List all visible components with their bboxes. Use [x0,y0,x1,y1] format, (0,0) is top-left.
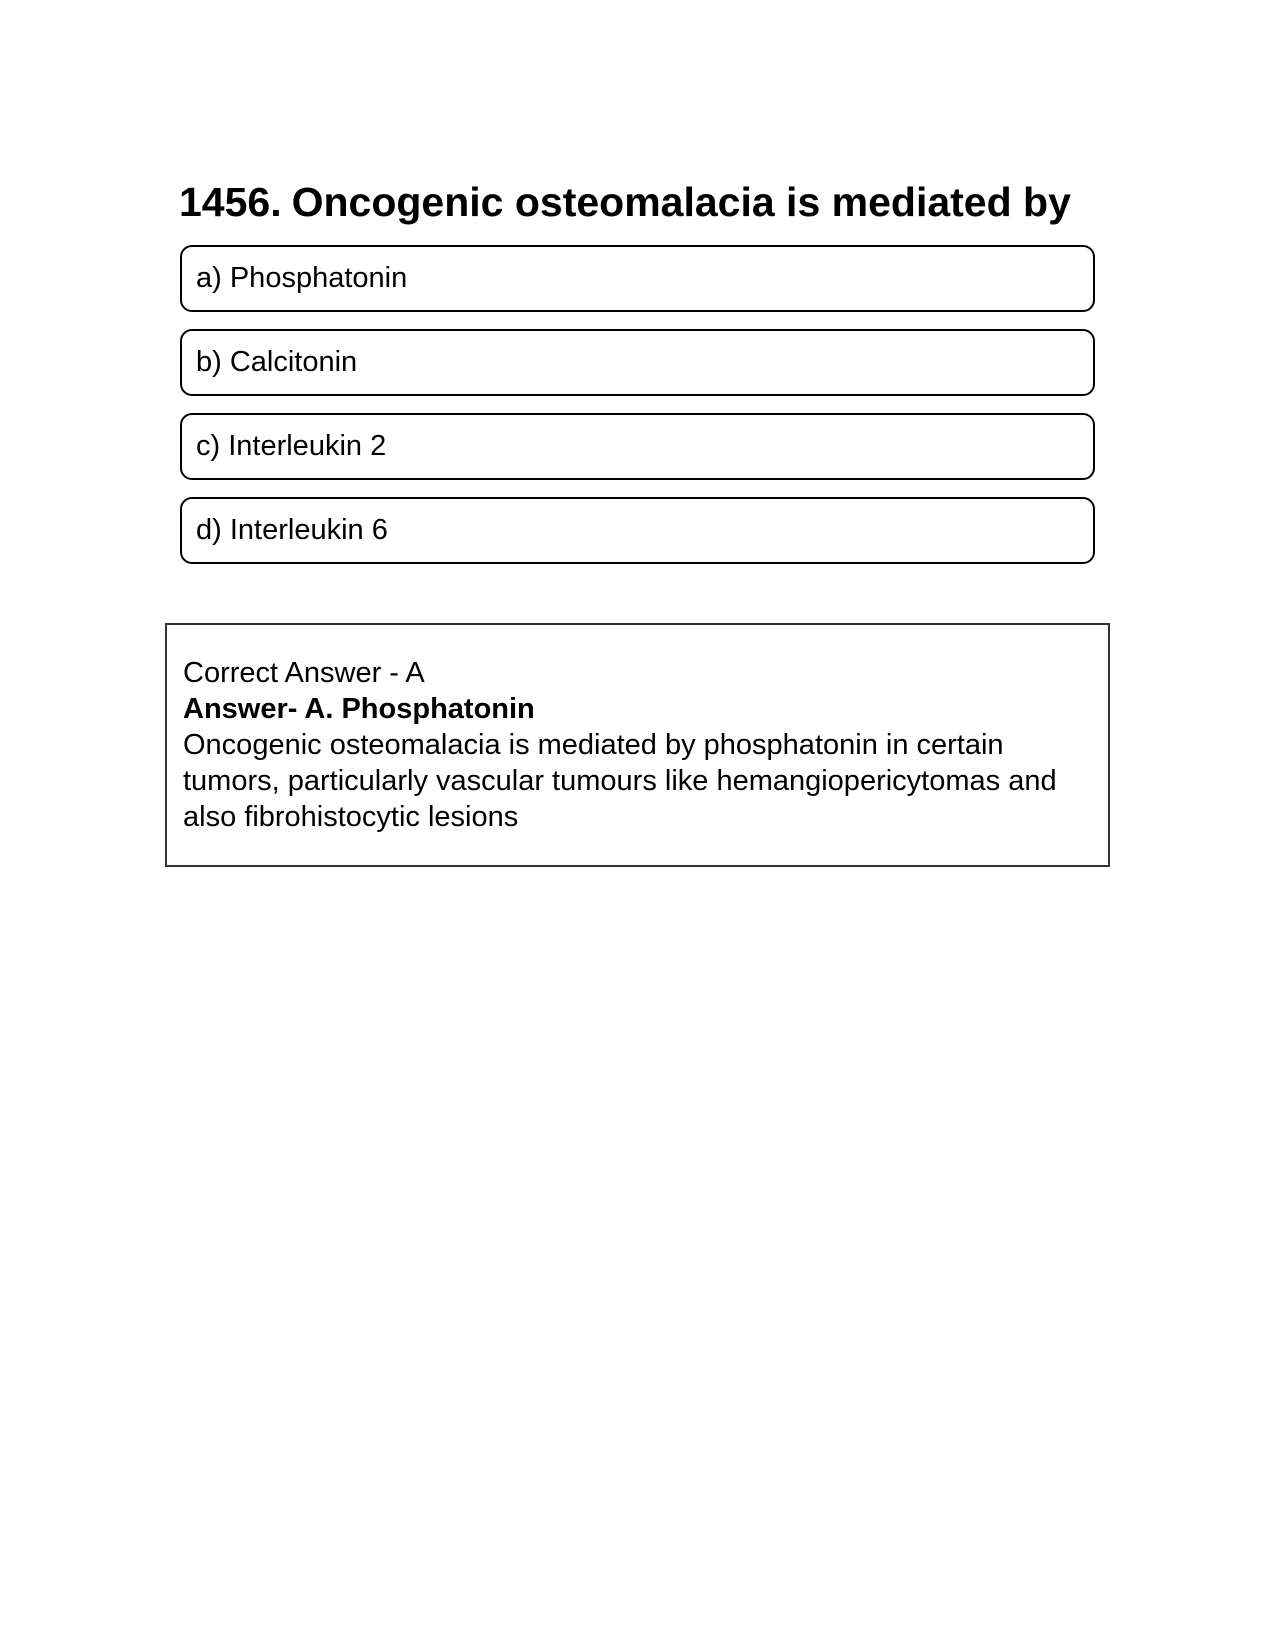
answer-heading: Answer- A. Phosphatonin [183,693,535,725]
option-c[interactable]: c) Interleukin 2 [180,413,1095,480]
correct-answer-line: Correct Answer - A [183,657,425,689]
answer-explanation: Oncogenic osteomalacia is mediated by phosphatonin in certain tumors, particularly vascular tumours like hemangiopericytomas and also fibrohistocytic lesions [183,729,1057,833]
option-a[interactable]: a) Phosphatonin [180,245,1095,312]
option-b[interactable]: b) Calcitonin [180,329,1095,396]
question-text: Oncogenic osteomalacia is mediated by [291,179,1071,225]
question-title [179,176,1071,228]
question-number: 1456. [179,179,282,225]
answer-box [165,623,1110,867]
option-d[interactable]: d) Interleukin 6 [180,497,1095,564]
